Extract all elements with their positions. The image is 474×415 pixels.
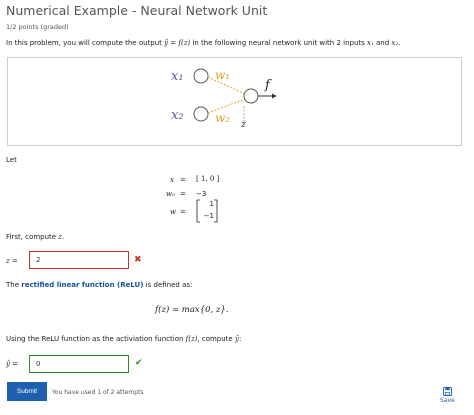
intro-text-middle: in the following neural network unit with 2 inputs [190,39,368,47]
x-var: x [170,176,174,184]
w0-value: −3 [196,190,207,198]
problem-intro [6,39,400,47]
z-input-value: 2 [36,256,41,264]
z-input-label: z = [6,257,18,265]
output-node [244,89,258,103]
w-var: w [170,208,176,216]
compute-z-text: First, compute [6,233,59,241]
intro-formula: ŷ = f(z) [164,39,191,47]
let-label: Let [6,156,17,164]
save-icon [443,387,452,396]
correct-icon: ✔ [135,358,143,368]
yhat-input-label: ŷ = [6,360,19,368]
problem-title: Numerical Example - Neural Network Unit [6,3,268,18]
neural-network-diagram [7,57,462,146]
relu-description [6,281,192,289]
compute-y-text: Using the ReLU function as the activiation function [6,335,186,343]
x-value: [ 1, 0 ] [196,175,220,183]
yhat-input-value: 0 [36,360,41,368]
submit-button[interactable]: Submit [7,382,47,401]
relu-text-before: The [6,281,22,289]
compute-y-end: : [238,335,242,343]
neural-unit-svg [8,58,461,145]
x-eq: = [180,176,186,184]
intro-x2: x₂ [391,39,399,47]
relu-link[interactable]: rectified linear function (ReLU) [21,281,144,289]
z-input[interactable] [29,251,129,269]
points-label: 1/2 points (graded) [6,23,69,31]
relu-text-after: is defined as: [143,281,193,289]
yhat-input[interactable] [29,355,129,373]
w-top-value: 1 [209,200,214,208]
compute-z-prompt [6,233,64,241]
x1-label: x₁ [171,69,184,84]
save-button[interactable] [440,387,455,404]
f-label: f [265,78,270,93]
compute-y-fz: f(z) [185,335,198,343]
compute-y-middle: , compute [197,335,235,343]
intro-and: and [373,39,392,47]
x2-label: x₂ [171,108,184,123]
input-node-x1 [194,69,208,83]
w2-label: w₂ [215,111,231,125]
w0-var: w₀ [166,190,175,198]
w0-eq: = [180,190,186,198]
relu-formula: f(z) = max{0, z}. [155,305,229,315]
intro-text: In this problem, you will compute the output [6,39,165,47]
w-eq: = [180,208,186,216]
compute-z-end: . [62,233,65,241]
w-bottom-value: −1 [203,212,214,220]
attempts-text: You have used 1 of 2 attempts [52,389,144,396]
intro-end: . [398,39,401,47]
incorrect-icon: ✖ [134,255,142,265]
save-label: Save [440,397,455,404]
compute-z-var: z [58,233,62,241]
w1-label: w₁ [215,68,231,82]
z-label: z [241,120,246,130]
input-node-x2 [194,107,208,121]
compute-y-prompt [6,335,241,343]
compute-y-yhat: ŷ [234,335,239,343]
intro-x1: x₁ [367,39,374,47]
